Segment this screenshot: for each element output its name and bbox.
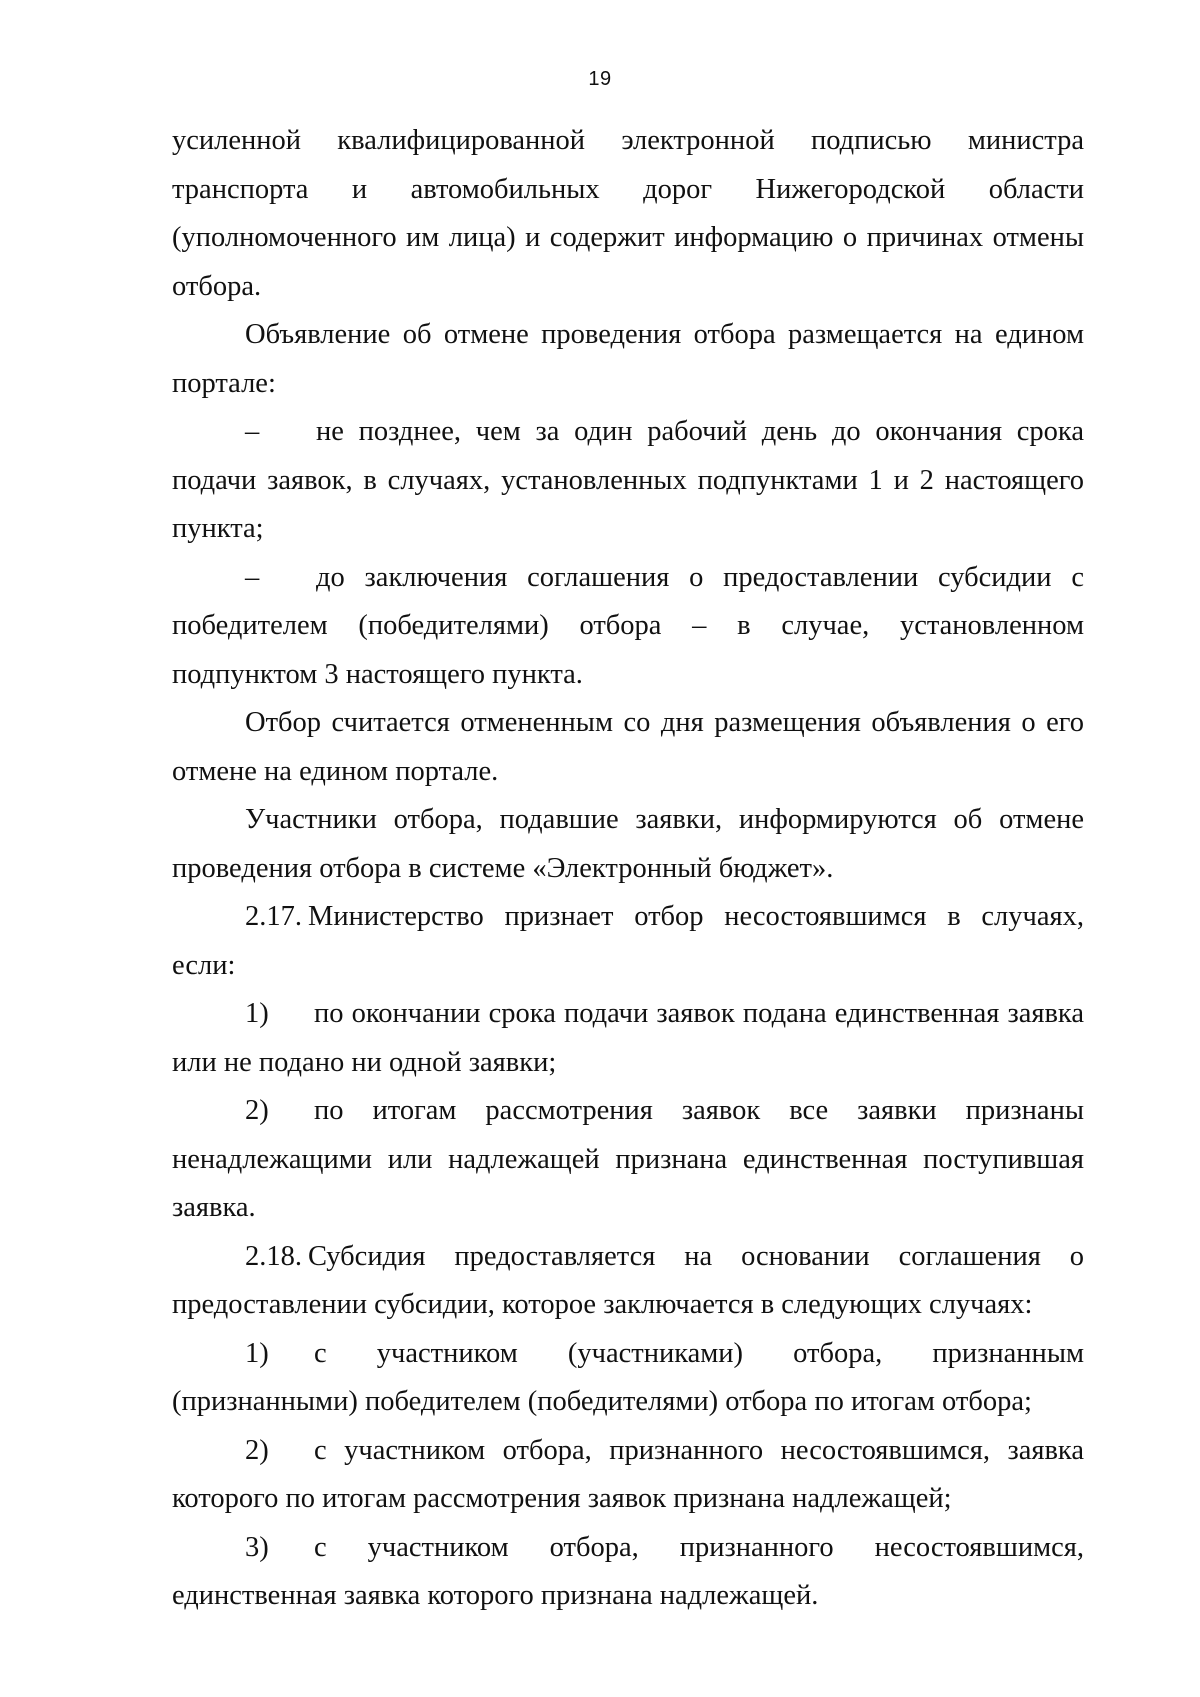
item-number: 2)	[245, 1095, 269, 1126]
section-number: 2.17.	[245, 901, 302, 932]
list-item-numbered	[172, 1087, 1084, 1233]
section-text: Министерство признает отбор несостоявшимся в случаях, если:	[172, 901, 1084, 981]
list-item-text: не позднее, чем за один рабочий день до окончания срока подачи заявок, в случаях, установленных подпунктами 1 и 2 настоящего пункта;	[172, 416, 1084, 544]
list-item-text: с участником (участниками) отбора, признанным (признанными) победителем (победителями) отбора по итогам отбора;	[172, 1337, 1084, 1417]
section-2-17	[172, 893, 1084, 990]
item-number: 1)	[245, 998, 269, 1029]
list-item-text: до заключения соглашения о предоставлении субсидии с победителем (победителями) отбора – в случае, установленном подпунктом 3 настоящего пункта.	[172, 561, 1084, 690]
paragraph-announcement	[172, 311, 1084, 408]
list-item-dash	[172, 408, 1084, 554]
list-item-numbered	[172, 1524, 1084, 1621]
paragraph-cancelled	[172, 699, 1084, 796]
dash-marker: –	[245, 416, 260, 447]
section-2-18	[172, 1233, 1084, 1330]
item-number: 2)	[245, 1434, 269, 1466]
list-item-numbered	[172, 1330, 1084, 1427]
paragraph-text: усиленной квалифицированной электронной подписью министра транспорта и автомобильных дорог Нижегородской области (уполномоченного им лица) и содержит информацию о причинах отмены отбора.	[172, 125, 1084, 302]
list-item-numbered	[172, 990, 1084, 1087]
section-number: 2.18.	[245, 1240, 302, 1272]
list-item-text: по окончании срока подачи заявок подана единственная заявка или не подано ни одной заявки;	[172, 998, 1084, 1078]
list-item-dash	[172, 554, 1084, 700]
paragraph-continuation	[172, 117, 1084, 311]
list-item-text: с участником отбора, признанного несостоявшимся, заявка которого по итогам рассмотрения заявок признана надлежащей;	[172, 1434, 1084, 1514]
list-item-numbered	[172, 1427, 1084, 1524]
item-number: 3)	[245, 1531, 269, 1563]
dash-marker: –	[245, 561, 260, 593]
page-number: 19	[588, 68, 612, 90]
section-text: Субсидия предоставляется на основании соглашения о предоставлении субсидии, которое заключается в следующих случаях:	[172, 1240, 1084, 1320]
document-body	[172, 117, 1084, 1621]
paragraph-text: Объявление об отмене проведения отбора размещается на едином портале:	[172, 319, 1084, 399]
paragraph-participants	[172, 796, 1084, 893]
paragraph-text: Отбор считается отмененным со дня размещения объявления о его отмене на едином портале.	[172, 707, 1084, 787]
list-item-text: по итогам рассмотрения заявок все заявки признаны ненадлежащими или надлежащей признана единственная поступившая заявка.	[172, 1095, 1084, 1223]
paragraph-text: Участники отбора, подавшие заявки, информируются об отмене проведения отбора в системе «Электронный бюджет».	[172, 804, 1084, 884]
item-number: 1)	[245, 1337, 269, 1369]
list-item-text: с участником отбора, признанного несостоявшимся, единственная заявка которого признана надлежащей.	[172, 1531, 1084, 1611]
